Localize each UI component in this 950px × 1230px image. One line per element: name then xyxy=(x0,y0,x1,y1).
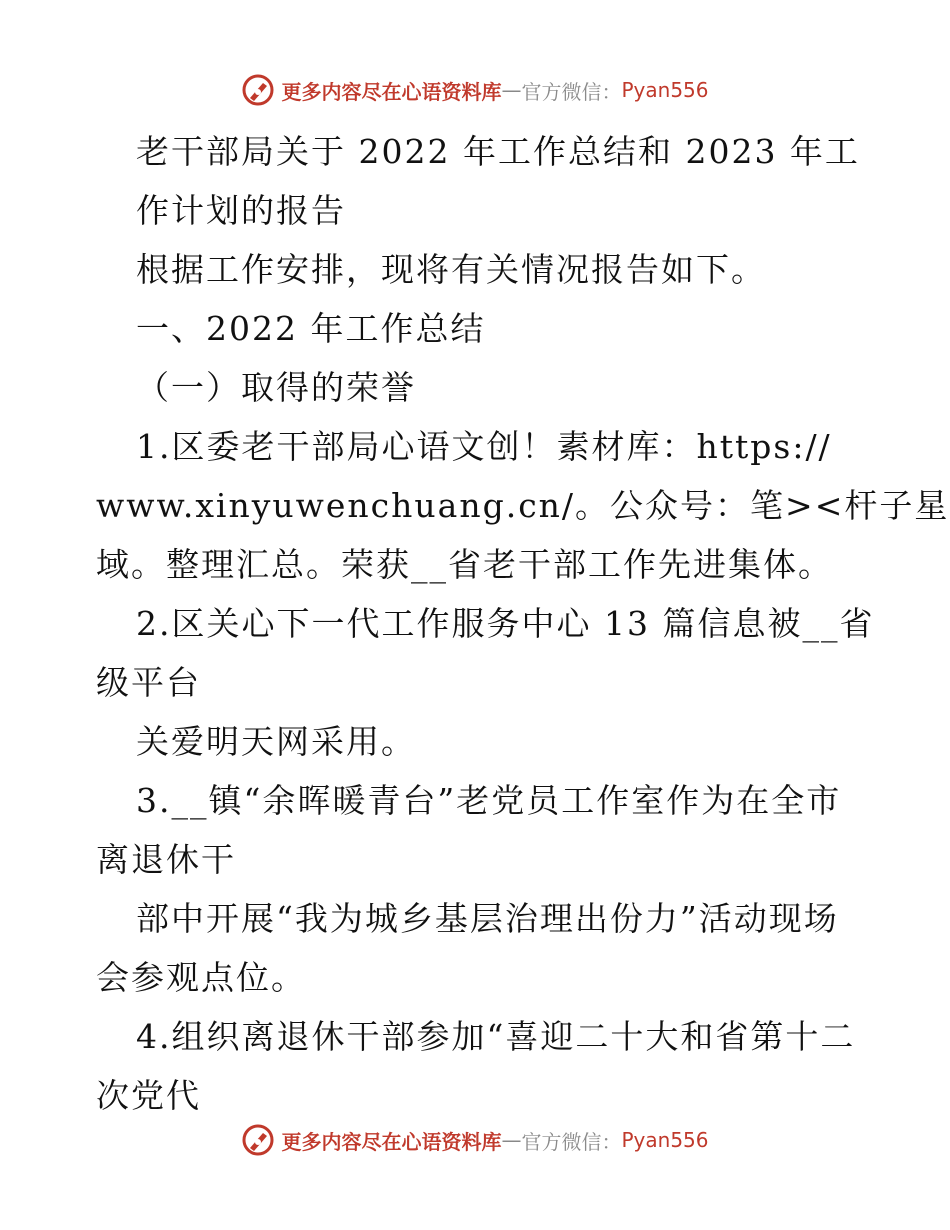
banner-wechat-id: Pyan556 xyxy=(621,78,709,102)
document-body xyxy=(96,122,950,1125)
footer-banner xyxy=(0,1120,950,1160)
item-2-line-2: 级平台 xyxy=(96,663,201,702)
intro-paragraph: 根据工作安排，现将有关情况报告如下。 xyxy=(136,250,766,289)
subsection-heading-1: （一）取得的荣誉 xyxy=(136,368,416,407)
banner-site-text: 更多内容尽在心语资料库 xyxy=(281,79,502,104)
banner-separator: — xyxy=(501,78,522,102)
section-heading-1: 一、2022 年工作总结 xyxy=(136,309,486,348)
item-2-line-1: 2.区关心下一代工作服务中心 13 篇信息被__省 xyxy=(136,604,875,643)
item-3-line-4: 会参观点位。 xyxy=(96,958,306,997)
item-1-line-1: 1.区委老干部局心语文创！素材库：https:// xyxy=(136,427,832,466)
item-3-line-1: 3.__镇“余晖暖青台”老党员工作室作为在全市 xyxy=(136,781,842,820)
pen-logo-icon xyxy=(241,1123,275,1157)
pen-logo-icon xyxy=(241,73,275,107)
banner-separator: — xyxy=(501,1128,522,1152)
document-title-line-2: 作计划的报告 xyxy=(136,191,346,230)
document-title-line-1: 老干部局关于 2022 年工作总结和 2023 年工 xyxy=(136,132,860,171)
banner-wechat-id: Pyan556 xyxy=(621,1128,709,1152)
banner-site-text: 更多内容尽在心语资料库 xyxy=(281,1129,502,1154)
banner-wechat-label: 官方微信： xyxy=(521,1129,622,1154)
item-4-line-1: 4.组织离退休干部参加“喜迎二十大和省第十二 xyxy=(136,1017,856,1056)
item-3-line-3: 部中开展“我为城乡基层治理出份力”活动现场 xyxy=(136,899,839,938)
item-3-line-2: 离退休干 xyxy=(96,840,236,879)
item-4-line-2: 次党代 xyxy=(96,1076,201,1115)
item-1-line-3: 域。整理汇总。荣获__省老干部工作先进集体。 xyxy=(96,545,833,584)
banner-wechat-label: 官方微信： xyxy=(521,79,622,104)
header-banner xyxy=(0,70,950,110)
item-2-line-3: 关爱明天网采用。 xyxy=(136,722,416,761)
item-1-line-2: www.xinyuwenchuang.cn/。公众号：笔><杆子星 xyxy=(96,486,950,525)
